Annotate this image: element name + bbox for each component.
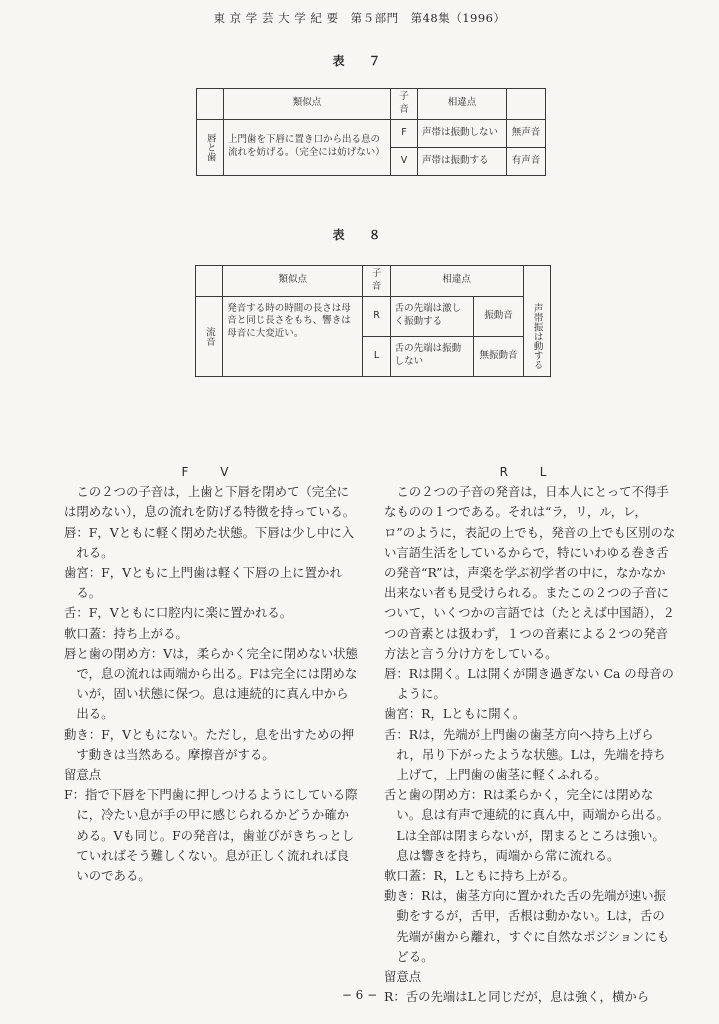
paragraph: 舌：F，Vともに口腔内に楽に置かれる。 (64, 605, 293, 621)
table7-diff: 声帯は振動する (418, 147, 507, 175)
table8-row-label: 流音 (196, 296, 223, 376)
table8-type: 振動音 (474, 296, 523, 336)
table7-head-consonant: 子音 (391, 89, 418, 120)
table8-similar-text: 発音する時の時間の長さは母音と同じ長さをもち、響きは母音に大変近い。 (223, 296, 363, 376)
paragraph: この２つの子音は，上歯と下唇を閉めて（完全には閉めない），息の流れを防げる特徴を持っている。 (64, 484, 356, 520)
paragraph: 動き：F，Vともにない。ただし，息を出すための押す動きは当然ある。摩擦音がする。 (64, 726, 355, 762)
note-heading: 留意点 (64, 767, 102, 783)
table7-consonant: F (391, 119, 418, 147)
note-heading: 留意点 (384, 969, 422, 985)
table7-diff: 声帯は振動しない (418, 119, 507, 147)
paragraph: 軟口蓋：R，Lともに持ち上がる。 (384, 868, 576, 884)
section-heading-fv: F V (181, 465, 243, 479)
paragraph: 舌：Rは，先端が上門歯の歯茎方向へ持ち上げられ，吊り下がったような状態。Lは，先端を持ち上げて，上門歯の歯茎に軽くふれる。 (384, 726, 666, 783)
table7-consonant: V (391, 147, 418, 175)
paragraph: 唇と歯の閉め方：Vは，柔らかく完全に閉めない状態で，息の流れは両端から出る。Fは完全には閉めないが，固い状態に保つ。息は連続的に真ん中から出る。 (64, 645, 358, 722)
table7-similar-text: 上門歯を下唇に置き口から出る息の流れを妨げる。（完全には妨げない） (224, 119, 391, 175)
paragraph: R：舌の先端はLと同じだが，息は強く，横から (384, 989, 650, 1005)
table7-head-diff: 相違点 (418, 89, 507, 120)
paragraph: 軟口蓋：持ち上がる。 (64, 625, 188, 641)
table8-right-note: 声帯振は動する (523, 296, 550, 376)
table7 (196, 88, 546, 176)
table8-diff: 舌の先端は激しく振動する (390, 296, 474, 336)
table8-consonant: R (363, 296, 390, 336)
table7-voice: 無声音 (507, 119, 546, 147)
paragraph: F：指で下唇を下門歯に押しつけるようにしている際に，冷たい息が手の甲に感じられるかどうか確かめる。Vも同じ。Fの発音は，歯並びがきちっとしていればそう難しくない。息が正しく流れれば良いのである。 (64, 787, 358, 884)
paragraph: 歯宮：R，Lともに開く。 (384, 706, 526, 722)
table7-title: 表 ７ (332, 54, 387, 68)
table8-consonant: L (363, 336, 390, 376)
right-column (384, 462, 676, 1007)
section-heading-rl: R L (499, 465, 561, 479)
paragraph: 唇：Rは開く。Lは開くが開き過ぎない Ca の母音のように。 (384, 666, 674, 702)
table8-title: 表 ８ (332, 228, 387, 242)
paragraph: 舌と歯の閉め方：Rは柔らかく，完全には閉めない。息は有声で連続的に真ん中，両端から出る。 (384, 787, 669, 823)
table7-voice: 有声音 (507, 147, 546, 175)
table8-head-diff: 相違点 (390, 266, 523, 297)
paragraph: 動き：Rは，歯茎方向に置かれた舌の先端が速い振動をするが，舌甲，舌根は動かない。Lは，舌の先端が歯から離れ，すぐに自然なポジションにもどる。 (384, 888, 670, 964)
table8 (195, 265, 551, 377)
journal-header: 東 京 学 芸 大 学 紀 要 第５部門 第48集（1996） (213, 11, 506, 25)
table7-head-similar: 類似点 (224, 89, 391, 120)
table7-row-label: 唇と歯 (197, 119, 224, 175)
paragraph: この２つの子音の発音は，日本人にとって不得手なものの１つである。それは“ラ，リ，ル，レ，ロ”のように，表記の上でも，発音の上でも区別のない言語生活をしているからで，特にいわゆる巻き舌の発音“R”は，声楽を学ぶ初学者の中に，なかなか出来ない者も見受けられる。またこの２つの子音について，いくつかの言語では（たとえば中国語），２つの音素とは扱わず，１つの音素による２つの発音方法と言う分け方をしている。 (384, 484, 676, 661)
page-number: − 6 − (341, 988, 378, 1002)
table8-head-consonant: 子音 (363, 266, 390, 297)
left-column (64, 462, 360, 886)
paragraph: 唇：F，Vともに軽く閉めた状態。下唇は少し中に入れる。 (64, 524, 355, 560)
table8-type: 無振動音 (474, 336, 523, 376)
paragraph: Lは全部は閉まらないが，閉まるところは強い。息は響きを持ち，両端から常に流れる。 (396, 827, 665, 863)
table8-head-similar: 類似点 (223, 266, 363, 297)
paragraph: 歯宮：F，Vともに上門歯は軽く下唇の上に置かれる。 (64, 565, 342, 601)
table8-diff: 舌の先端は振動しない (390, 336, 474, 376)
